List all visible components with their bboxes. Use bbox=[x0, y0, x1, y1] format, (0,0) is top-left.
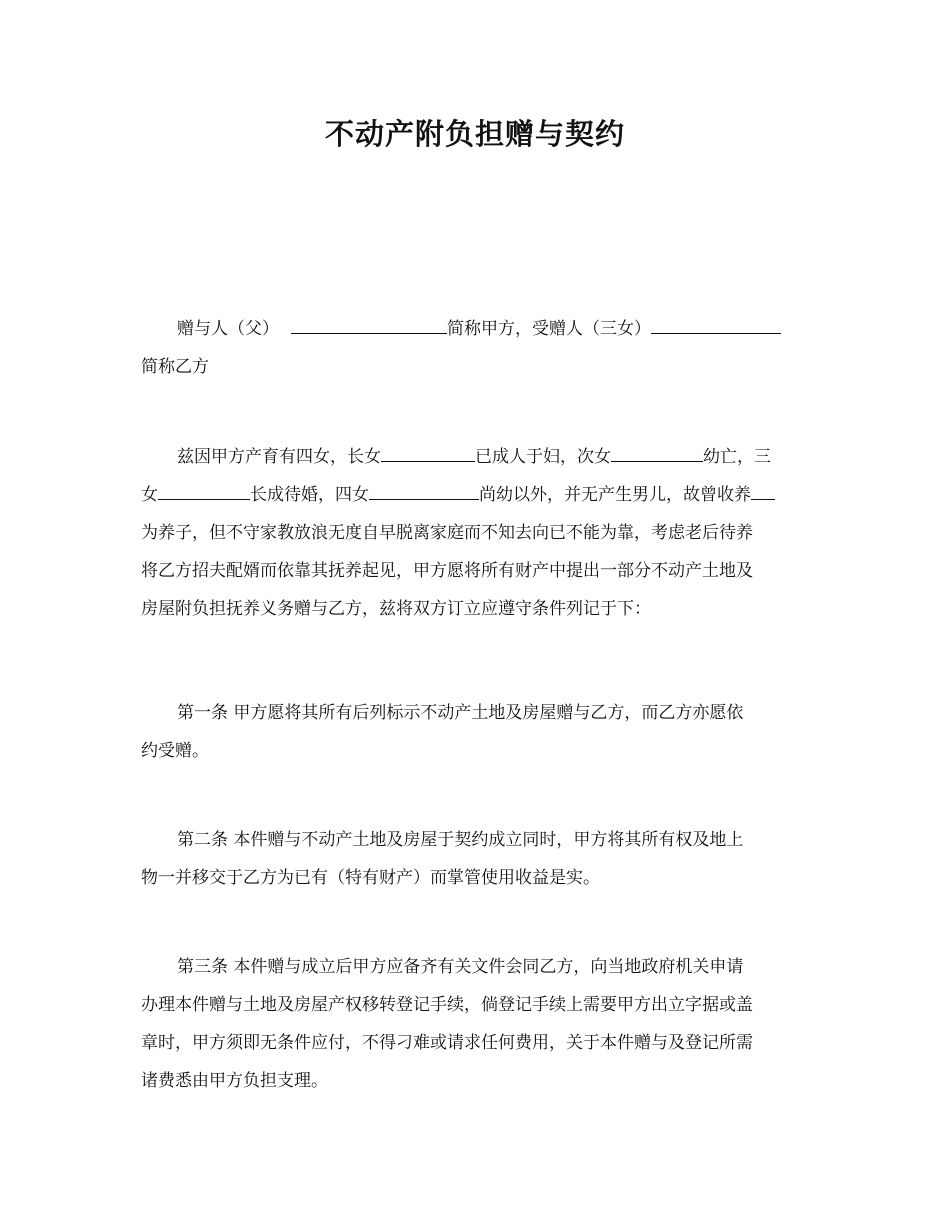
article-3-line-1: 第三条 本件赠与成立后甲方应备齐有关文件会同乙方，向当地政府机关申请 bbox=[177, 957, 744, 977]
article-3-line-3: 章时，甲方须即无条件应付，不得刁难或请求任何费用，关于本件赠与及登记所需 bbox=[141, 1033, 753, 1053]
spacer bbox=[279, 312, 291, 334]
article-1-line-1: 第一条 甲方愿将其所有后列标示不动产土地及房屋赠与乙方，而乙方亦愿依 bbox=[177, 703, 744, 723]
background-line-4: 将乙方招夫配婿而依靠其抚养起见，甲方愿将所有财产中提出一部分不动产土地及 bbox=[141, 561, 753, 581]
background-text: 尚幼以外，并无产生男儿，故曾收养 bbox=[479, 485, 751, 505]
background-text: 幼亡，三 bbox=[703, 447, 771, 467]
parties-line-2: 简称乙方 bbox=[141, 357, 209, 377]
background-line-2 bbox=[141, 476, 811, 514]
background-paragraph bbox=[141, 438, 811, 628]
parties-paragraph bbox=[141, 310, 811, 386]
article-1-line-2: 约受赠。 bbox=[141, 741, 209, 761]
background-text: 长成待婚，四女 bbox=[250, 485, 369, 505]
parties-line-1 bbox=[141, 310, 811, 348]
document-title: 不动产附负担赠与契约 bbox=[324, 117, 625, 151]
background-text: 已成人于妇，次女 bbox=[475, 447, 611, 467]
donor-label: 赠与人（父） bbox=[177, 319, 279, 339]
background-text: 兹因甲方产育有四女，长女 bbox=[177, 447, 381, 467]
article-3-line-4: 诸费悉由甲方负担支理。 bbox=[141, 1071, 328, 1091]
second-daughter-blank[interactable] bbox=[611, 439, 703, 462]
background-line-1 bbox=[141, 438, 811, 476]
donor-name-blank[interactable] bbox=[291, 311, 447, 334]
fourth-daughter-blank[interactable] bbox=[369, 477, 479, 500]
third-daughter-blank[interactable] bbox=[158, 477, 250, 500]
article-3-line-2: 办理本件赠与土地及房屋产权移转登记手续，倘登记手续上需要甲方出立字据或盖 bbox=[141, 995, 753, 1015]
eldest-daughter-blank[interactable] bbox=[381, 439, 475, 462]
background-line-5: 房屋附负担抚养义务赠与乙方，兹将双方订立应遵守条件列记于下： bbox=[141, 599, 651, 619]
article-1 bbox=[141, 694, 811, 770]
donee-label: 简称甲方，受赠人（三女） bbox=[447, 319, 651, 339]
adopted-son-blank[interactable] bbox=[751, 477, 775, 500]
article-2-line-1: 第二条 本件赠与不动产土地及房屋于契约成立同时，甲方将其所有权及地上 bbox=[177, 830, 744, 850]
article-2 bbox=[141, 821, 811, 897]
article-2-line-2: 物一并移交于乙方为已有（特有财产）而掌管使用收益是实。 bbox=[141, 868, 600, 888]
background-text: 女 bbox=[141, 485, 158, 505]
background-line-3: 为养子，但不守家教放浪无度自早脱离家庭而不知去向已不能为靠，考虑老后待养 bbox=[141, 523, 753, 543]
donee-name-blank[interactable] bbox=[651, 311, 781, 334]
article-3 bbox=[141, 948, 811, 1100]
